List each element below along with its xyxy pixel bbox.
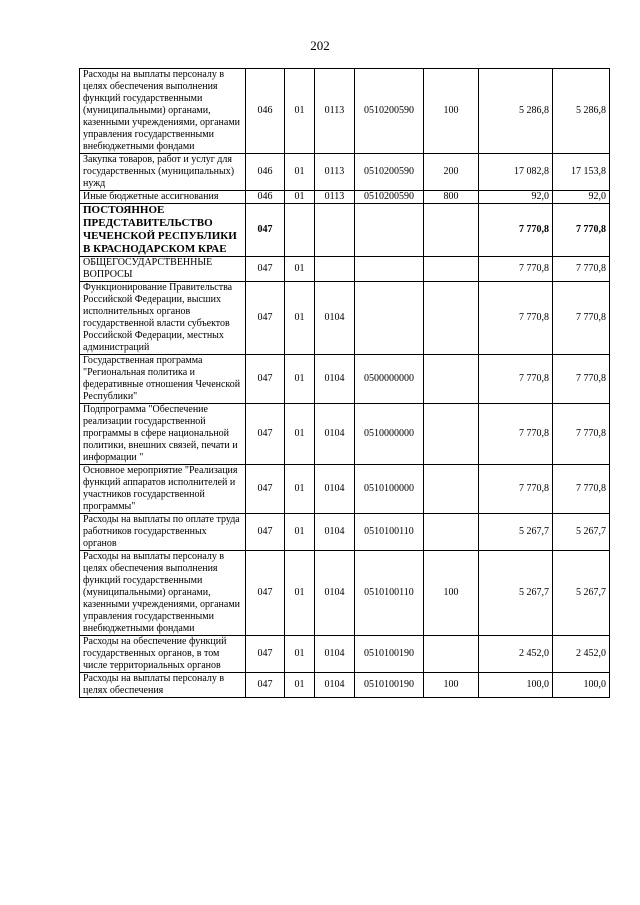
target-article-code: 0500000000 [355,355,424,404]
expense-type-code [424,465,479,514]
target-article-code: 0510100110 [355,551,424,636]
section-code: 01 [285,282,315,355]
expense-type-code [424,257,479,282]
section-code: 01 [285,257,315,282]
table-row [80,514,610,551]
row-name: Закупка товаров, работ и услуг для государственных (муниципальных) нужд [80,154,246,191]
ministry-code: 046 [246,191,285,204]
subsection-code [315,257,355,282]
table-row [80,404,610,465]
table-row [80,465,610,514]
amount-year-2: 100,0 [553,673,610,698]
amount-year-1: 7 770,8 [479,404,553,465]
amount-year-2: 5 267,7 [553,514,610,551]
amount-year-1: 7 770,8 [479,282,553,355]
target-article-code: 0510200590 [355,154,424,191]
amount-year-2: 5 286,8 [553,69,610,154]
target-article-code: 0510100110 [355,514,424,551]
ministry-code: 047 [246,551,285,636]
row-name: Функционирование Правительства Российской Федерации, высших исполнительных органов государственной власти субъектов Российской Федерации, местных администраций [80,282,246,355]
amount-year-1: 7 770,8 [479,465,553,514]
budget-table [79,68,610,698]
row-name: Расходы на выплаты персоналу в целях обеспечения выполнения функций государственными (муниципальными) органами, казенными учреждениями, органами управления государственными внебюджетными фондами [80,69,246,154]
subsection-code: 0104 [315,404,355,465]
amount-year-2: 7 770,8 [553,404,610,465]
ministry-code: 047 [246,355,285,404]
row-name: Государственная программа "Региональная политика и федеративные отношения Чеченской Республики" [80,355,246,404]
amount-year-1: 5 267,7 [479,514,553,551]
ministry-code: 047 [246,404,285,465]
expense-type-code [424,636,479,673]
target-article-code: 0510200590 [355,191,424,204]
expense-type-code [424,355,479,404]
target-article-code [355,282,424,355]
target-article-code: 0510100000 [355,465,424,514]
subsection-code: 0104 [315,673,355,698]
expense-type-code: 100 [424,673,479,698]
subsection-code [315,204,355,257]
subsection-code: 0113 [315,69,355,154]
ministry-code: 047 [246,282,285,355]
amount-year-2: 2 452,0 [553,636,610,673]
table-row [80,636,610,673]
target-article-code [355,257,424,282]
amount-year-2: 92,0 [553,191,610,204]
table-row [80,154,610,191]
row-name: Расходы на выплаты персоналу в целях обеспечения выполнения функций государственными (муниципальными) органами, казенными учреждениями, органами управления государственными внебюджетными фондами [80,551,246,636]
expense-type-code: 100 [424,551,479,636]
amount-year-2: 7 770,8 [553,204,610,257]
amount-year-2: 5 267,7 [553,551,610,636]
expense-type-code [424,514,479,551]
amount-year-1: 7 770,8 [479,257,553,282]
target-article-code: 0510200590 [355,69,424,154]
amount-year-1: 5 286,8 [479,69,553,154]
amount-year-1: 5 267,7 [479,551,553,636]
row-name: Расходы на выплаты по оплате труда работников государственных органов [80,514,246,551]
section-code: 01 [285,673,315,698]
section-code: 01 [285,465,315,514]
section-code: 01 [285,636,315,673]
ministry-code: 047 [246,673,285,698]
expense-type-code [424,282,479,355]
amount-year-1: 2 452,0 [479,636,553,673]
row-name: Расходы на выплаты персоналу в целях обеспечения [80,673,246,698]
target-article-code [355,204,424,257]
table-row [80,257,610,282]
subsection-code: 0113 [315,191,355,204]
expense-type-code: 100 [424,69,479,154]
subsection-code: 0113 [315,154,355,191]
ministry-code: 046 [246,154,285,191]
ministry-code: 047 [246,204,285,257]
section-code: 01 [285,191,315,204]
amount-year-2: 7 770,8 [553,465,610,514]
section-code [285,204,315,257]
expense-type-code [424,404,479,465]
section-code: 01 [285,551,315,636]
section-code: 01 [285,69,315,154]
section-code: 01 [285,154,315,191]
table-row [80,282,610,355]
ministry-code: 047 [246,514,285,551]
table-row [80,673,610,698]
row-name: Расходы на обеспечение функций государственных органов, в том числе территориальных органов [80,636,246,673]
row-name: Иные бюджетные ассигнования [80,191,246,204]
expense-type-code: 200 [424,154,479,191]
table-row [80,355,610,404]
ministry-code: 047 [246,257,285,282]
amount-year-1: 7 770,8 [479,355,553,404]
subsection-code: 0104 [315,636,355,673]
amount-year-2: 7 770,8 [553,282,610,355]
table-row [80,191,610,204]
subsection-code: 0104 [315,282,355,355]
amount-year-2: 17 153,8 [553,154,610,191]
amount-year-1: 100,0 [479,673,553,698]
section-code: 01 [285,514,315,551]
expense-type-code: 800 [424,191,479,204]
ministry-code: 047 [246,636,285,673]
target-article-code: 0510100190 [355,636,424,673]
page-number: 202 [310,38,330,53]
target-article-code: 0510000000 [355,404,424,465]
ministry-code: 046 [246,69,285,154]
expense-type-code [424,204,479,257]
amount-year-1: 17 082,8 [479,154,553,191]
target-article-code: 0510100190 [355,673,424,698]
subsection-code: 0104 [315,465,355,514]
section-code: 01 [285,404,315,465]
row-name: Основное мероприятие "Реализация функций аппаратов исполнителей и участников государственной программы" [80,465,246,514]
subsection-code: 0104 [315,355,355,404]
section-code: 01 [285,355,315,404]
amount-year-2: 7 770,8 [553,257,610,282]
table-row [80,69,610,154]
amount-year-1: 92,0 [479,191,553,204]
row-name: Подпрограмма "Обеспечение реализации государственной программы в сфере национальной политики, внешних связей, печати и информации " [80,404,246,465]
table-row [80,204,610,257]
subsection-code: 0104 [315,514,355,551]
row-name: ОБЩЕГОСУДАРСТВЕННЫЕ ВОПРОСЫ [80,257,246,282]
table-row [80,551,610,636]
amount-year-1: 7 770,8 [479,204,553,257]
amount-year-2: 7 770,8 [553,355,610,404]
subsection-code: 0104 [315,551,355,636]
row-name: ПОСТОЯННОЕ ПРЕДСТАВИТЕЛЬСТВО ЧЕЧЕНСКОЙ РЕСПУБЛИКИ В КРАСНОДАРСКОМ КРАЕ [80,204,246,257]
ministry-code: 047 [246,465,285,514]
